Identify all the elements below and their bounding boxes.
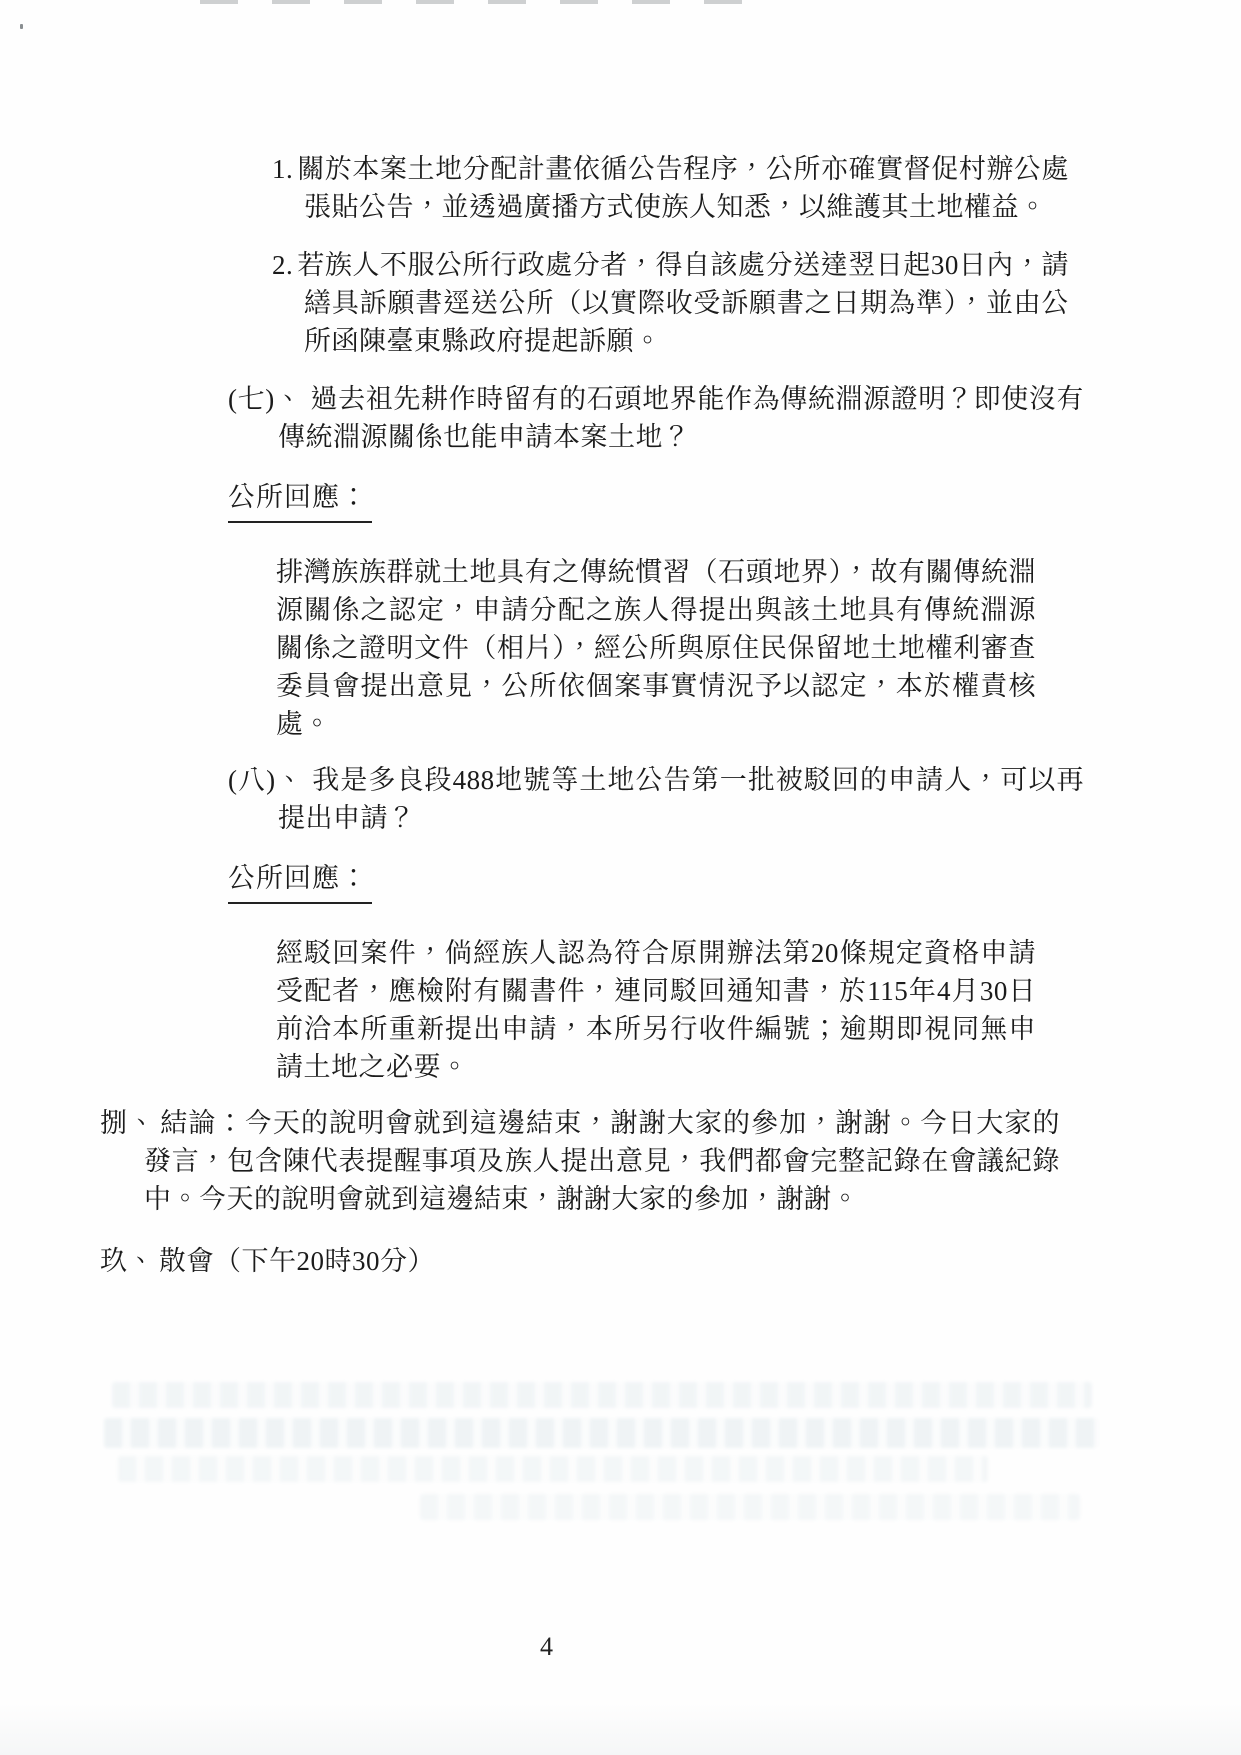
office-response-heading-2 <box>228 859 1241 904</box>
office-response-heading-1 <box>228 478 1241 523</box>
question-8-label: (八)、 <box>228 765 305 795</box>
office-response-heading-1-text: 公所回應： <box>228 478 372 523</box>
bleed-through-artifact <box>118 1456 988 1482</box>
bleed-through-artifact <box>104 1418 1099 1448</box>
question-item-7 <box>228 380 1084 456</box>
office-response-heading-2-text: 公所回應： <box>228 859 372 904</box>
list-item-2 <box>272 246 1069 360</box>
bleed-through-artifact <box>420 1494 1080 1520</box>
list-item-2-number: 2. <box>272 250 294 280</box>
list-item-2-text: 若族人不服公所行政處分者，得自該處分送達翌日起30日內，請繕具訴願書逕送公所（以實際收受訴願書之日期為準），並由公所函陳臺東縣政府提起訴願。 <box>297 250 1069 356</box>
section-adjournment-text: 散會（下午20時30分） <box>159 1246 435 1276</box>
section-conclusion-marker: 捌、 <box>100 1108 157 1138</box>
bleed-through-artifact <box>112 1382 1092 1408</box>
scan-edge-artifact <box>0 1702 1241 1755</box>
question-8-text: 我是多良段488地號等土地公告第一批被駁回的申請人，可以再提出申請？ <box>278 765 1085 833</box>
list-item-1-text: 關於本案土地分配計畫依循公告程序，公所亦確實督促村辦公處張貼公告，並透過廣播方式使族人知悉，以維護其土地權益。 <box>297 154 1069 222</box>
office-response-answer-7: 排灣族族群就土地具有之傳統慣習（石頭地界），故有關傳統淵源關係之認定，申請分配之族人得提出與該土地具有傳統淵源關係之證明文件（相片），經公所與原住民保留地土地權利審查委員會提出意見，公所依個案事實情況予以認定，本於權責核處。 <box>276 557 1036 739</box>
section-conclusion <box>100 1104 1060 1218</box>
question-7-label: (七)、 <box>228 384 303 414</box>
question-item-8 <box>228 761 1084 837</box>
scan-speck-artifact <box>20 24 23 29</box>
document-body <box>0 150 1241 1280</box>
scan-edge-artifact <box>200 0 760 4</box>
page-number: 4 <box>540 1632 553 1661</box>
office-response-answer-8: 經駁回案件，倘經族人認為符合原開辦法第20條規定資格申請受配者，應檢附有關書件，連同駁回通知書，於115年4月30日前洽本所重新提出申請，本所另行收件編號；逾期即視同無申請土地之必要。 <box>276 938 1036 1082</box>
list-item-1 <box>272 150 1069 226</box>
question-7-text: 過去祖先耕作時留有的石頭地界能作為傳統淵源證明？即使沒有傳統淵源關係也能申請本案土地？ <box>278 384 1085 452</box>
list-item-1-number: 1. <box>272 154 294 184</box>
section-adjournment <box>100 1242 1241 1280</box>
section-conclusion-text: 結論：今天的說明會就到這邊結束，謝謝大家的參加，謝謝。今日大家的發言，包含陳代表提醒事項及族人提出意見，我們都會完整記錄在會議紀錄中。今天的說明會就到這邊結束，謝謝大家的參加，謝謝。 <box>144 1108 1061 1214</box>
section-adjournment-marker: 玖、 <box>100 1246 155 1276</box>
